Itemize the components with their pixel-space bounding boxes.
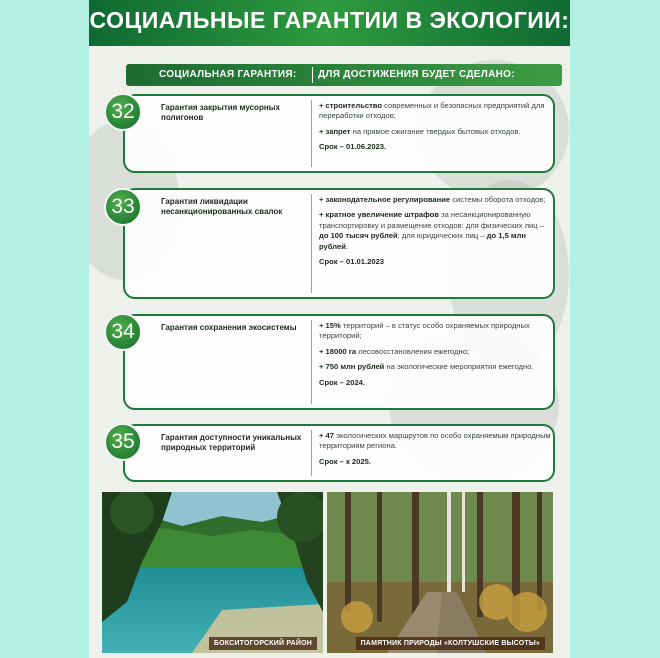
guarantee-card-33 [123, 188, 555, 299]
card-divider [311, 194, 312, 293]
forest-photo [327, 492, 553, 653]
action-highlight: + 750 млн рублей [319, 362, 385, 372]
action-text: на экологические мероприятия ежегодно. [384, 362, 534, 372]
action-text: . [345, 241, 349, 251]
action-highlight: + запрет [319, 126, 351, 136]
guarantee-number-badge: 34 [104, 313, 142, 351]
action-text: экологических маршрутов по особо охраняемым природным территориям региона. [319, 431, 551, 451]
action-highlight: + законодательное регулирование [319, 195, 451, 204]
action-text: системы оборота отходов; [450, 195, 546, 204]
photo-caption: БОКСИТОГОРСКИЙ РАЙОН [209, 637, 317, 650]
action-text: на прямое сжигание твердых бытовых отходов. [350, 126, 521, 136]
guarantee-number-badge: 33 [104, 188, 142, 226]
deadline: Срок – 01.06.2023. [319, 142, 387, 152]
lake-illustration [102, 492, 323, 653]
card-divider [311, 100, 312, 167]
guarantee-actions [319, 431, 551, 472]
deadline: Срок – 01.01.2023 [319, 257, 385, 267]
guarantee-name: Гарантия доступности уникальных природных территорий [161, 433, 302, 453]
action-highlight: + 18000 га [319, 346, 357, 356]
guarantee-name: Гарантия сохранения экосистемы [161, 323, 297, 332]
guarantee-number-badge: 32 [104, 93, 142, 131]
lake-photo [102, 492, 323, 653]
action-highlight: + кратное увеличение штрафов [319, 210, 439, 220]
title-banner [89, 0, 570, 46]
guarantee-name: Гарантия ликвидации несанкционированных свалок [161, 197, 283, 217]
action-highlight: + 15% [319, 321, 341, 330]
column-header-guarantee: СОЦИАЛЬНАЯ ГАРАНТИЯ: [159, 69, 297, 80]
forest-illustration [327, 492, 553, 653]
fine-amount-legal-entities: до 1,5 млн рублей [319, 231, 526, 251]
guarantee-actions [319, 321, 551, 393]
action-text: современных и безопасных предприятий для переработки отходов; [319, 101, 545, 121]
card-divider [311, 320, 312, 404]
action-text: ; для юридических лиц – [397, 231, 487, 241]
action-text: территорий – в статус особо охраняемых природных территорий; [319, 321, 530, 341]
guarantee-card-32 [123, 94, 555, 173]
page-title: СОЦИАЛЬНЫЕ ГАРАНТИИ В ЭКОЛОГИИ: [89, 7, 570, 33]
header-divider [312, 67, 313, 83]
action-highlight: + строительство [319, 101, 383, 110]
guarantee-card-35 [123, 424, 555, 482]
photo-caption: ПАМЯТНИК ПРИРОДЫ «КОЛТУШСКИЕ ВЫСОТЫ» [356, 637, 545, 650]
action-text: лесовосстановления ежегодно; [356, 346, 470, 356]
guarantee-actions [319, 195, 551, 273]
guarantee-actions [319, 101, 551, 158]
card-divider [311, 430, 312, 476]
table-header [126, 64, 562, 86]
guarantee-number-badge: 35 [104, 423, 142, 461]
poster [89, 0, 570, 658]
column-header-actions: ДЛЯ ДОСТИЖЕНИЯ БУДЕТ СДЕЛАНО: [318, 69, 515, 80]
guarantee-card-34 [123, 314, 555, 410]
guarantee-name: Гарантия закрытия мусорных полигонов [161, 103, 280, 123]
fine-amount-individuals: до 100 тысяч рублей [319, 231, 398, 241]
deadline: Срок – к 2025. [319, 456, 371, 466]
action-highlight: + 47 [319, 431, 334, 440]
action-text: за несанкционированную транспортировку и размещение отходов: для физических лиц – [319, 210, 544, 230]
deadline: Срок – 2024. [319, 377, 366, 387]
